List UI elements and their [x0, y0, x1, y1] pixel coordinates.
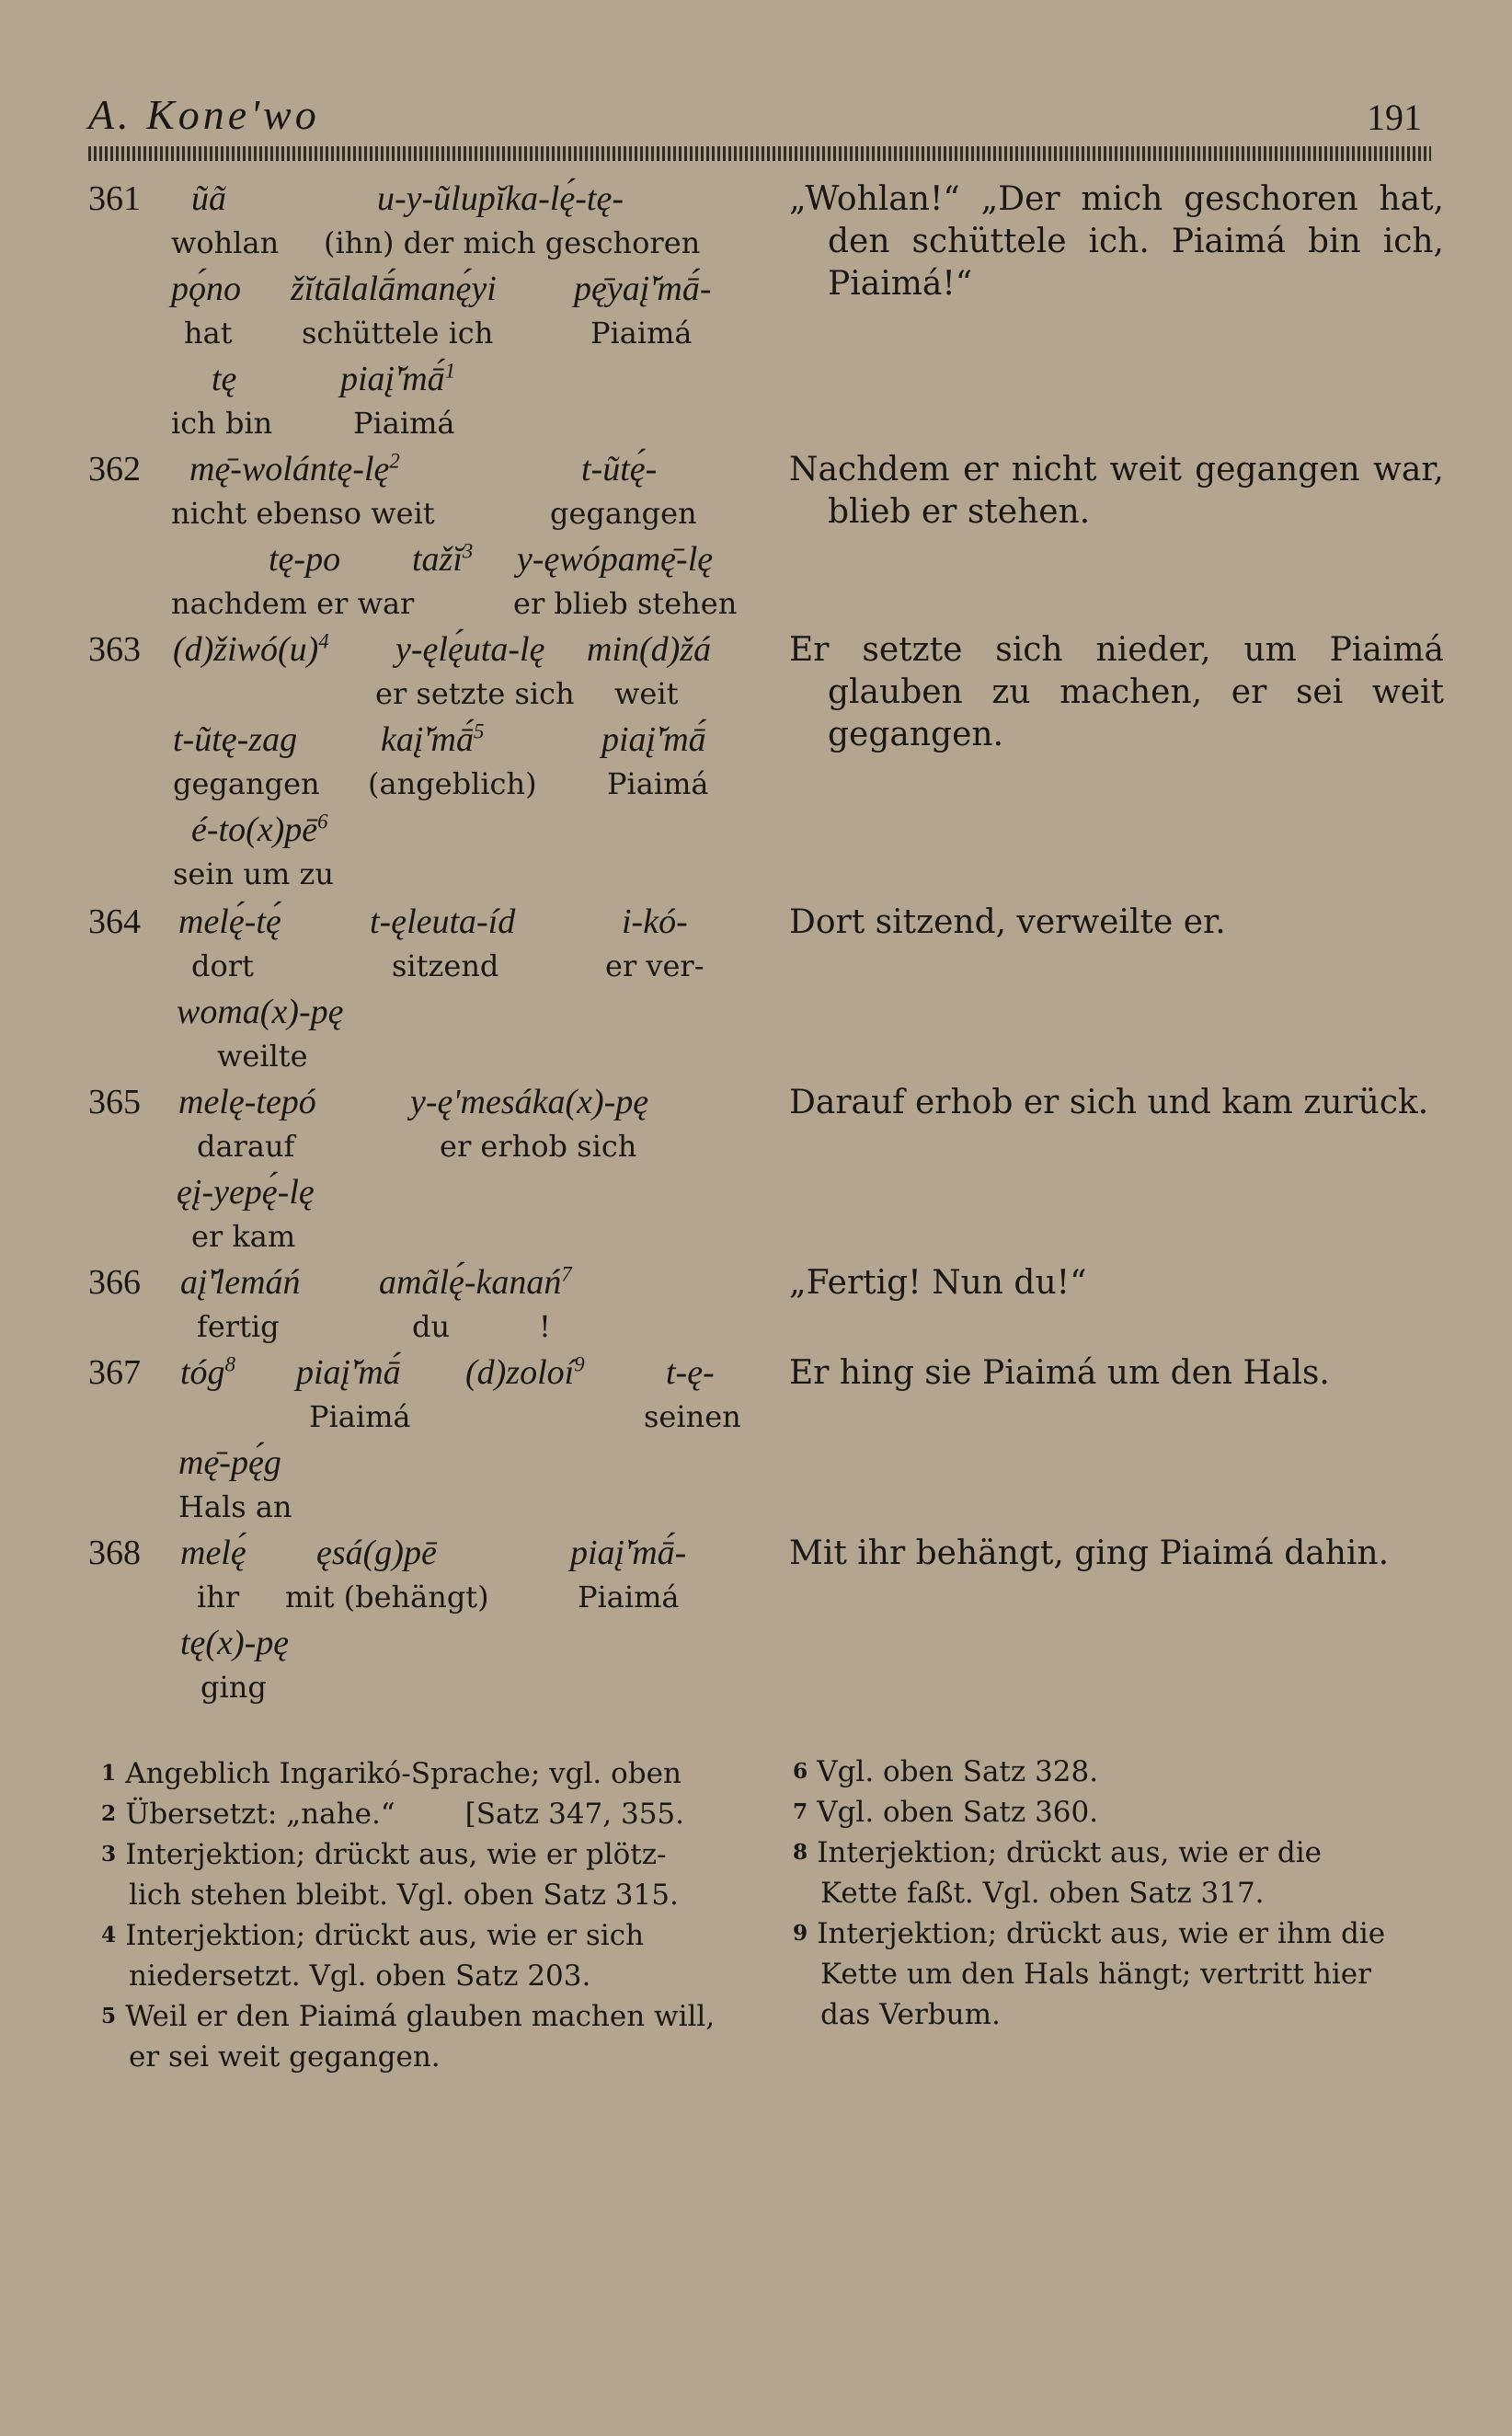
footnote-ref: 2	[389, 449, 400, 473]
native-word: i-kó-	[622, 902, 688, 941]
word-gloss: er kam	[191, 1219, 296, 1254]
footnote-2: $^2$ Übersetzt: „nahe.“ [Satz 347, 355.	[101, 1798, 685, 1831]
native-word: t-ę-	[666, 1353, 715, 1392]
native-word: kaį̆'mā́$^5$	[381, 719, 485, 759]
word-gloss: sitzend	[392, 948, 499, 983]
native-word: ęį-yepę́-lę	[177, 1173, 315, 1212]
footnote-mark: 1	[101, 1761, 117, 1786]
word-gloss: Piaimá	[607, 766, 709, 801]
native-word: ũã	[191, 179, 226, 218]
word-gloss: er ver-	[605, 948, 704, 983]
translation-365: Darauf erhob er sich und kam zurück.	[789, 1084, 1429, 1121]
footnote-mark: 4	[101, 1923, 117, 1948]
word-gloss: er erhob sich	[440, 1129, 637, 1164]
word-gloss: schüttele ich	[302, 316, 494, 350]
translation-362: Nachdem er nicht weit gegangen war, blieb er stehen.	[789, 451, 1444, 531]
sentence-number: 364	[88, 902, 141, 941]
native-word: $é-to(x)pē^6$	[191, 810, 328, 849]
native-word: melę́-tę́	[178, 902, 281, 941]
native-word: pǫ́no	[171, 270, 241, 308]
footnote-ref: 6	[317, 810, 328, 833]
footnote-4: $^4$ Interjektion; drückt aus, wie er sich niedersetzt. Vgl. oben Satz 203.	[101, 1919, 645, 1993]
translation-367: Er hing sie Piaimá um den Hals.	[789, 1354, 1330, 1392]
translation-366: „Fertig! Nun du!“	[789, 1264, 1087, 1302]
sentence-number: 366	[88, 1263, 141, 1302]
header-rule	[88, 146, 1431, 161]
footnote-1: $^1$ Angeblich Ingarikó-Sprache; vgl. oben	[101, 1757, 682, 1790]
footnote-mark: 2	[101, 1801, 117, 1826]
word-gloss: er blieb stehen	[513, 586, 738, 621]
word-gloss: (angeblich)	[368, 766, 537, 801]
footnote-8: $^8$ Interjektion; drückt aus, wie er die Kette faßt. Vgl. oben Satz 317.	[793, 1836, 1322, 1910]
word-gloss: ich bin	[171, 406, 273, 441]
footnote-ref: 7	[561, 1262, 572, 1286]
sentence-number: 361	[88, 179, 141, 218]
footnote-mark: 8	[793, 1840, 808, 1865]
page-number: 191	[1367, 97, 1422, 138]
word-gloss: ging	[200, 1670, 267, 1705]
footnote-5: $^5$ Weil er den Piaimá glauben machen will, er sei weit gegangen.	[101, 2000, 716, 2074]
word-gloss: du	[412, 1309, 451, 1344]
word-gloss: Piaimá	[353, 406, 455, 441]
native-word: min(d)žá	[587, 630, 712, 669]
word-gloss: dort	[191, 948, 254, 983]
native-word: tę-po	[269, 540, 341, 579]
footnote-ref: 8	[224, 1352, 235, 1376]
footnote-6: $^6$ Vgl. oben Satz 328.	[793, 1755, 1099, 1788]
native-word: y-ę'mesáka(x)-pę	[410, 1083, 649, 1121]
native-word: ęsá(g)pē	[316, 1534, 437, 1572]
native-word: u-y-ũlupĭka-lę́-tę-	[377, 179, 624, 218]
native-word: melę-tepó	[178, 1083, 316, 1121]
footnote-ref: 5	[474, 719, 485, 743]
word-gloss: seinen	[644, 1399, 741, 1434]
native-word: $(d)žiwó(u)^4$	[173, 629, 329, 669]
sentence-number: 362	[88, 450, 141, 488]
native-word: piaį̆'mā́-	[570, 1534, 687, 1572]
footnote-ref: 4	[318, 629, 329, 653]
footnote-mark: 3	[101, 1842, 117, 1867]
native-word: $mę̄-wolántę-lę^2$	[189, 449, 400, 488]
native-word: y-ęwópamę̄-lę	[517, 540, 714, 579]
native-word: y-ęlę́uta-lę	[395, 630, 545, 669]
native-word: piaį̆'mā́$^1$	[340, 359, 456, 398]
footnote-mark: 6	[793, 1759, 808, 1784]
sentence-number: 363	[88, 630, 141, 669]
footnote-3: $^3$ Interjektion; drückt aus, wie er plötz- lich stehen bleibt. Vgl. oben Satz 315.	[101, 1838, 679, 1912]
native-word: (d)zoloí$^9$	[465, 1352, 585, 1392]
word-gloss: fertig	[197, 1309, 280, 1344]
word-gloss: Piaimá	[590, 316, 693, 350]
translation-363: Er setzte sich nieder, um Piaimá glauben zu machen, er sei weit gegangen.	[789, 631, 1444, 753]
word-gloss: darauf	[197, 1129, 295, 1164]
native-word: tóg$^8$	[180, 1352, 235, 1392]
running-head-title: A. Kone'wo	[88, 91, 320, 138]
word-gloss: !	[539, 1309, 551, 1344]
word-gloss: Piaimá	[578, 1580, 680, 1614]
word-gloss: sein um zu	[173, 856, 334, 891]
footnote-ref: 3	[462, 539, 474, 563]
native-word: t-ũtę́-	[581, 450, 658, 488]
footnote-9: $^9$ Interjektion; drückt aus, wie er ihm die Kette um den Hals hängt; vertritt hier das Verbum.	[793, 1917, 1386, 2031]
native-word: piaį̆'mā́	[296, 1353, 401, 1392]
native-word: aį̆'lemáń	[180, 1263, 301, 1302]
word-gloss: wohlan	[171, 225, 280, 260]
translation-361: „Wohlan!“ „Der mich geschoren hat, den schüttele ich. Piaimá bin ich, Piaimá!“	[789, 180, 1444, 303]
word-gloss: nicht ebenso weit	[171, 496, 435, 531]
word-gloss: Hals an	[178, 1489, 292, 1524]
translation-364: Dort sitzend, verweilte er.	[789, 903, 1226, 941]
native-word: t-ęleuta-íd	[370, 902, 516, 941]
native-word: tažĭ$^3$	[412, 539, 474, 579]
sentence-number: 368	[88, 1534, 141, 1572]
footnote-mark: 5	[101, 2004, 117, 2028]
native-word: tę	[212, 360, 237, 398]
native-word: t-ũtę-zag	[173, 720, 298, 759]
word-gloss: gegangen	[550, 496, 697, 531]
word-gloss: weit	[614, 676, 679, 711]
footnote-mark: 7	[793, 1799, 808, 1824]
native-word: piaį̆'mā́	[601, 720, 706, 759]
native-word: žĭtālalā́manę́yi	[291, 270, 497, 308]
word-gloss: mit (behängt)	[285, 1580, 489, 1614]
sentence-number: 367	[88, 1353, 141, 1392]
word-gloss: (ihn) der mich geschoren	[324, 225, 701, 260]
footnote-ref: 9	[574, 1352, 585, 1376]
word-gloss: er setzte sich	[375, 676, 575, 711]
native-word: tę(x)-pę	[180, 1624, 290, 1662]
word-gloss: ihr	[197, 1580, 240, 1614]
word-gloss: Piaimá	[309, 1399, 411, 1434]
native-word: mę̄-pę́g	[178, 1443, 281, 1482]
word-gloss: gegangen	[173, 766, 320, 801]
footnote-7: $^7$ Vgl. oben Satz 360.	[793, 1796, 1099, 1829]
sentence-number: 365	[88, 1083, 141, 1121]
footnote-mark: 9	[793, 1921, 808, 1946]
word-gloss: weilte	[217, 1039, 308, 1074]
word-gloss: hat	[184, 316, 233, 350]
native-word: pę̄yaį̆'mā́-	[574, 270, 712, 308]
word-gloss: nachdem er war	[171, 586, 415, 621]
native-word: melę́	[180, 1534, 246, 1572]
translation-368: Mit ihr behängt, ging Piaimá dahin.	[789, 1534, 1390, 1572]
footnote-ref: 1	[444, 359, 456, 383]
native-word: amãlę́-kanań$^7$	[379, 1262, 572, 1302]
native-word: woma(x)-pę	[177, 993, 344, 1031]
